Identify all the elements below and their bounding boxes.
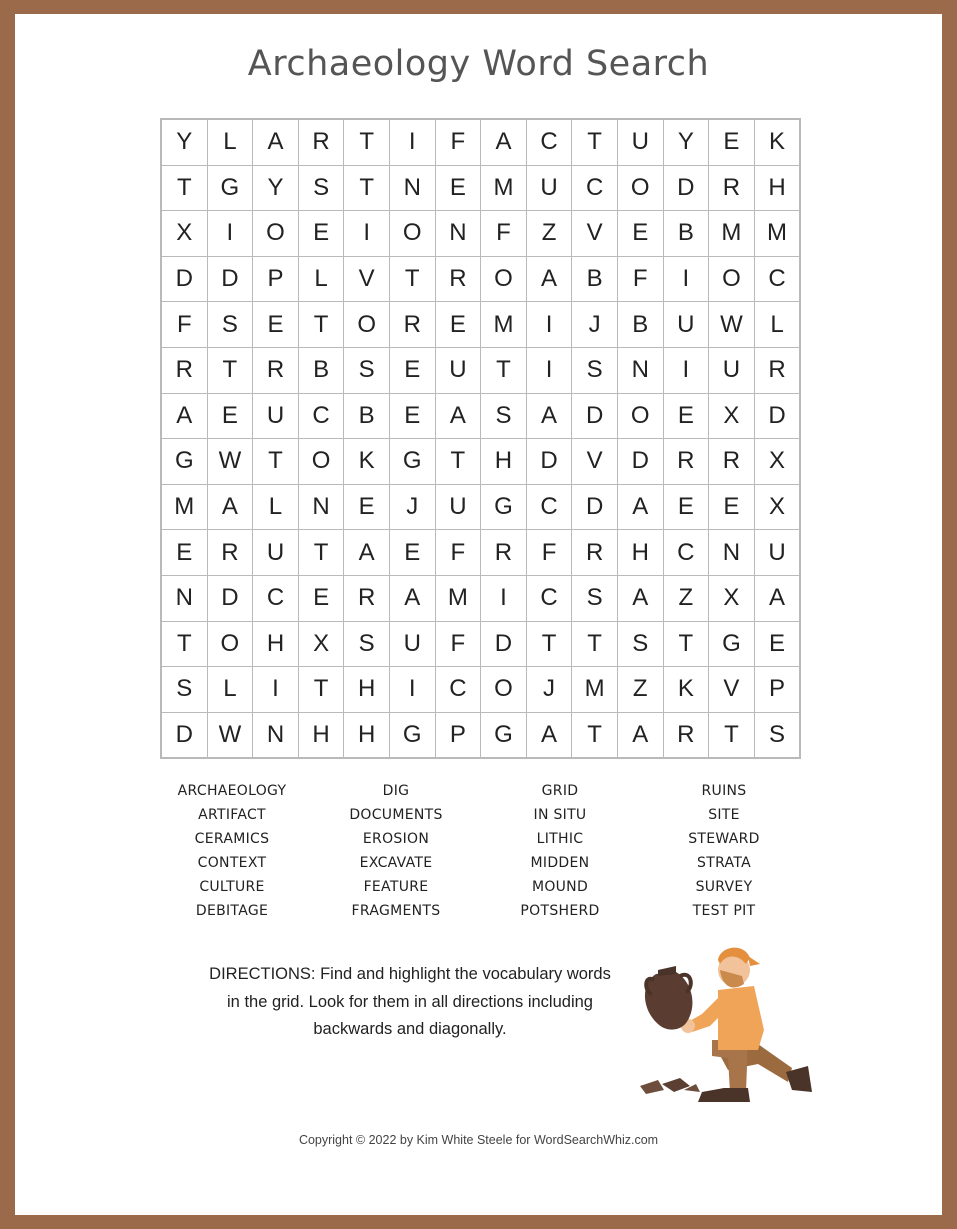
- grid-cell: H: [618, 530, 663, 575]
- grid-cell: T: [436, 439, 481, 484]
- archaeologist-illustration: [636, 940, 816, 1110]
- grid-cell: S: [572, 576, 617, 621]
- grid-cell: G: [390, 713, 435, 758]
- grid-cell: H: [344, 667, 389, 712]
- grid-cell: B: [344, 394, 389, 439]
- grid-cell: R: [709, 166, 754, 211]
- grid-cell: R: [481, 530, 526, 575]
- grid-cell: A: [527, 257, 572, 302]
- grid-cell: W: [709, 302, 754, 347]
- grid-cell: L: [208, 120, 253, 165]
- grid-cell: D: [755, 394, 800, 439]
- grid-cell: T: [299, 667, 344, 712]
- grid-cell: M: [436, 576, 481, 621]
- word-bank-item: ARTIFACT: [198, 807, 266, 823]
- grid-cell: U: [527, 166, 572, 211]
- grid-cell: S: [755, 713, 800, 758]
- grid-cell: T: [709, 713, 754, 758]
- directions-line: in the grid. Look for them in all directions including: [227, 992, 593, 1011]
- grid-cell: V: [572, 439, 617, 484]
- grid-cell: N: [253, 713, 298, 758]
- grid-cell: E: [390, 394, 435, 439]
- grid-cell: B: [618, 302, 663, 347]
- grid-cell: X: [755, 439, 800, 484]
- grid-cell: O: [481, 667, 526, 712]
- grid-cell: R: [436, 257, 481, 302]
- copyright-notice: Copyright © 2022 by Kim White Steele for WordSearchWhiz.com: [298, 1133, 659, 1147]
- grid-cell: D: [572, 485, 617, 530]
- grid-cell: R: [664, 713, 709, 758]
- grid-cell: R: [299, 120, 344, 165]
- word-bank-item: DIG: [382, 783, 410, 799]
- word-bank-item: POTSHERD: [520, 903, 600, 919]
- grid-cell: U: [436, 485, 481, 530]
- grid-cell: X: [299, 622, 344, 667]
- grid-cell: F: [527, 530, 572, 575]
- grid-cell: A: [527, 394, 572, 439]
- grid-cell: T: [572, 713, 617, 758]
- grid-cell: U: [755, 530, 800, 575]
- grid-cell: U: [709, 348, 754, 393]
- grid-cell: F: [618, 257, 663, 302]
- word-bank-item: FRAGMENTS: [351, 903, 441, 919]
- grid-cell: P: [253, 257, 298, 302]
- grid-cell: R: [755, 348, 800, 393]
- grid-cell: M: [709, 211, 754, 256]
- grid-cell: Y: [664, 120, 709, 165]
- grid-cell: H: [253, 622, 298, 667]
- grid-cell: W: [208, 439, 253, 484]
- grid-cell: U: [664, 302, 709, 347]
- grid-cell: N: [299, 485, 344, 530]
- grid-cell: C: [299, 394, 344, 439]
- grid-cell: G: [481, 713, 526, 758]
- grid-cell: B: [299, 348, 344, 393]
- grid-cell: A: [481, 120, 526, 165]
- word-bank-item: SITE: [708, 807, 740, 823]
- grid-cell: L: [299, 257, 344, 302]
- grid-cell: K: [344, 439, 389, 484]
- grid-cell: F: [436, 120, 481, 165]
- grid-cell: A: [755, 576, 800, 621]
- word-bank-item: GRID: [541, 783, 579, 799]
- grid-cell: M: [755, 211, 800, 256]
- grid-cell: E: [436, 166, 481, 211]
- grid-cell: F: [436, 530, 481, 575]
- grid-cell: I: [527, 302, 572, 347]
- grid-cell: D: [208, 257, 253, 302]
- grid-cell: E: [390, 348, 435, 393]
- grid-cell: T: [572, 622, 617, 667]
- grid-cell: A: [253, 120, 298, 165]
- grid-cell: O: [390, 211, 435, 256]
- grid-cell: O: [253, 211, 298, 256]
- grid-cell: B: [664, 211, 709, 256]
- grid-cell: A: [436, 394, 481, 439]
- grid-cell: C: [253, 576, 298, 621]
- grid-cell: T: [162, 166, 207, 211]
- grid-cell: T: [253, 439, 298, 484]
- grid-cell: Z: [664, 576, 709, 621]
- grid-cell: A: [618, 485, 663, 530]
- grid-cell: E: [208, 394, 253, 439]
- grid-cell: Y: [162, 120, 207, 165]
- grid-cell: R: [208, 530, 253, 575]
- word-bank-item: ARCHAEOLOGY: [177, 783, 287, 799]
- grid-cell: T: [208, 348, 253, 393]
- grid-cell: E: [709, 120, 754, 165]
- word-bank-item: TEST PIT: [692, 903, 756, 919]
- grid-cell: U: [618, 120, 663, 165]
- grid-cell: D: [162, 713, 207, 758]
- grid-cell: A: [162, 394, 207, 439]
- grid-cell: S: [572, 348, 617, 393]
- word-bank-item: STEWARD: [688, 831, 760, 847]
- grid-cell: C: [527, 576, 572, 621]
- directions-line: backwards and diagonally.: [313, 1020, 507, 1038]
- grid-cell: Z: [618, 667, 663, 712]
- letter-grid: [160, 118, 801, 759]
- grid-cell: T: [162, 622, 207, 667]
- word-bank-item: CULTURE: [199, 879, 265, 895]
- grid-cell: E: [664, 485, 709, 530]
- grid-cell: E: [709, 485, 754, 530]
- grid-cell: N: [162, 576, 207, 621]
- grid-cell: U: [390, 622, 435, 667]
- grid-cell: E: [390, 530, 435, 575]
- grid-cell: I: [390, 667, 435, 712]
- grid-cell: U: [253, 394, 298, 439]
- grid-cell: E: [299, 211, 344, 256]
- grid-cell: F: [481, 211, 526, 256]
- grid-cell: A: [390, 576, 435, 621]
- grid-cell: O: [618, 166, 663, 211]
- grid-cell: I: [344, 211, 389, 256]
- grid-cell: N: [618, 348, 663, 393]
- grid-cell: L: [208, 667, 253, 712]
- word-bank-item: CONTEXT: [197, 855, 267, 871]
- grid-cell: G: [162, 439, 207, 484]
- grid-cell: D: [572, 394, 617, 439]
- grid-cell: G: [709, 622, 754, 667]
- grid-cell: H: [344, 713, 389, 758]
- grid-cell: N: [390, 166, 435, 211]
- grid-cell: T: [572, 120, 617, 165]
- grid-cell: T: [527, 622, 572, 667]
- word-bank-item: STRATA: [697, 855, 751, 871]
- grid-cell: T: [664, 622, 709, 667]
- grid-cell: G: [481, 485, 526, 530]
- grid-cell: H: [299, 713, 344, 758]
- directions-text: [170, 961, 650, 1044]
- grid-cell: E: [299, 576, 344, 621]
- grid-cell: V: [344, 257, 389, 302]
- grid-cell: G: [208, 166, 253, 211]
- grid-cell: T: [344, 120, 389, 165]
- grid-cell: O: [344, 302, 389, 347]
- grid-cell: C: [572, 166, 617, 211]
- grid-cell: M: [481, 302, 526, 347]
- grid-cell: I: [390, 120, 435, 165]
- grid-cell: C: [527, 120, 572, 165]
- grid-cell: V: [572, 211, 617, 256]
- grid-cell: B: [572, 257, 617, 302]
- word-bank: [150, 781, 806, 921]
- grid-cell: S: [299, 166, 344, 211]
- grid-cell: C: [527, 485, 572, 530]
- grid-cell: F: [436, 622, 481, 667]
- grid-cell: D: [618, 439, 663, 484]
- grid-cell: M: [481, 166, 526, 211]
- grid-cell: R: [709, 439, 754, 484]
- word-bank-item: LITHIC: [536, 831, 584, 847]
- word-bank-item: FEATURE: [363, 879, 429, 895]
- grid-cell: G: [390, 439, 435, 484]
- grid-cell: O: [618, 394, 663, 439]
- grid-cell: R: [344, 576, 389, 621]
- grid-cell: A: [527, 713, 572, 758]
- word-bank-item: DOCUMENTS: [349, 807, 443, 823]
- directions-line: DIRECTIONS: Find and highlight the vocabulary words: [209, 965, 611, 983]
- grid-cell: S: [344, 622, 389, 667]
- grid-cell: S: [162, 667, 207, 712]
- word-bank-item: DEBITAGE: [195, 903, 269, 919]
- grid-cell: W: [208, 713, 253, 758]
- grid-cell: J: [527, 667, 572, 712]
- word-bank-item: SURVEY: [695, 879, 753, 895]
- grid-cell: C: [436, 667, 481, 712]
- word-bank-item: EROSION: [362, 831, 430, 847]
- grid-cell: O: [481, 257, 526, 302]
- grid-cell: K: [664, 667, 709, 712]
- grid-cell: I: [664, 257, 709, 302]
- grid-cell: I: [481, 576, 526, 621]
- grid-cell: R: [162, 348, 207, 393]
- grid-cell: R: [253, 348, 298, 393]
- grid-cell: A: [208, 485, 253, 530]
- grid-cell: E: [664, 394, 709, 439]
- grid-cell: K: [755, 120, 800, 165]
- grid-cell: D: [162, 257, 207, 302]
- grid-cell: O: [208, 622, 253, 667]
- grid-cell: J: [572, 302, 617, 347]
- grid-cell: E: [253, 302, 298, 347]
- grid-cell: S: [344, 348, 389, 393]
- word-bank-item: MIDDEN: [530, 855, 590, 871]
- grid-cell: Y: [253, 166, 298, 211]
- grid-cell: A: [618, 713, 663, 758]
- grid-cell: O: [299, 439, 344, 484]
- grid-cell: I: [664, 348, 709, 393]
- grid-cell: P: [755, 667, 800, 712]
- grid-cell: C: [664, 530, 709, 575]
- page-title: Archaeology Word Search: [247, 44, 710, 84]
- grid-cell: D: [664, 166, 709, 211]
- grid-cell: O: [709, 257, 754, 302]
- grid-cell: A: [618, 576, 663, 621]
- grid-cell: T: [390, 257, 435, 302]
- grid-cell: S: [208, 302, 253, 347]
- grid-cell: X: [709, 394, 754, 439]
- grid-cell: C: [755, 257, 800, 302]
- grid-cell: F: [162, 302, 207, 347]
- word-bank-item: CERAMICS: [194, 831, 270, 847]
- grid-cell: N: [436, 211, 481, 256]
- grid-cell: U: [253, 530, 298, 575]
- grid-cell: M: [572, 667, 617, 712]
- grid-cell: H: [755, 166, 800, 211]
- grid-cell: A: [344, 530, 389, 575]
- grid-cell: N: [709, 530, 754, 575]
- grid-cell: V: [709, 667, 754, 712]
- grid-cell: R: [572, 530, 617, 575]
- grid-cell: S: [481, 394, 526, 439]
- grid-cell: M: [162, 485, 207, 530]
- grid-cell: R: [390, 302, 435, 347]
- grid-cell: H: [481, 439, 526, 484]
- word-bank-item: MOUND: [531, 879, 589, 895]
- grid-cell: E: [755, 622, 800, 667]
- grid-cell: I: [527, 348, 572, 393]
- grid-cell: R: [664, 439, 709, 484]
- grid-cell: L: [253, 485, 298, 530]
- grid-cell: X: [709, 576, 754, 621]
- grid-cell: E: [344, 485, 389, 530]
- grid-cell: S: [618, 622, 663, 667]
- grid-cell: D: [481, 622, 526, 667]
- grid-cell: E: [618, 211, 663, 256]
- grid-cell: E: [162, 530, 207, 575]
- grid-cell: X: [162, 211, 207, 256]
- word-bank-item: IN SITU: [533, 807, 587, 823]
- grid-cell: J: [390, 485, 435, 530]
- grid-cell: D: [208, 576, 253, 621]
- grid-cell: X: [755, 485, 800, 530]
- grid-cell: T: [344, 166, 389, 211]
- grid-cell: Z: [527, 211, 572, 256]
- grid-cell: T: [299, 530, 344, 575]
- grid-cell: D: [527, 439, 572, 484]
- grid-cell: U: [436, 348, 481, 393]
- grid-cell: I: [253, 667, 298, 712]
- grid-cell: E: [436, 302, 481, 347]
- word-bank-item: RUINS: [701, 783, 747, 799]
- grid-cell: I: [208, 211, 253, 256]
- grid-cell: L: [755, 302, 800, 347]
- grid-cell: T: [299, 302, 344, 347]
- grid-cell: T: [481, 348, 526, 393]
- word-bank-item: EXCAVATE: [359, 855, 433, 871]
- grid-cell: P: [436, 713, 481, 758]
